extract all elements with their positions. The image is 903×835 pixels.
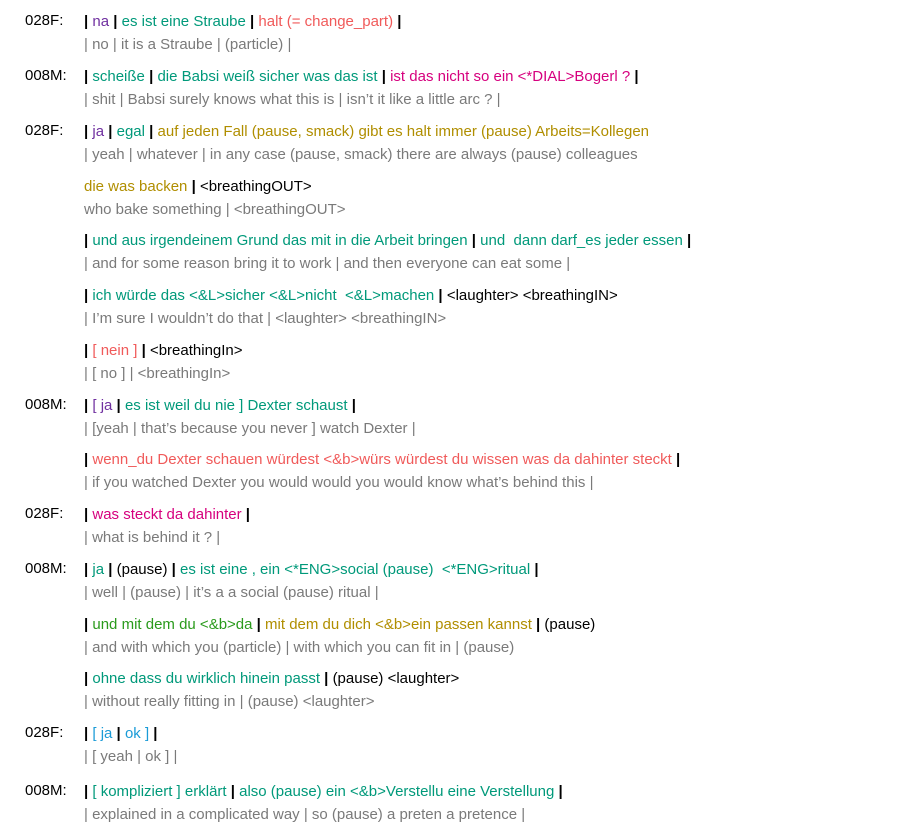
segment-separator: | bbox=[84, 725, 93, 742]
english-translation-line bbox=[84, 145, 638, 165]
german-segment: [ ja bbox=[92, 725, 113, 742]
segment-separator: | bbox=[144, 123, 158, 140]
german-segment: ist das nicht so ein <*DIAL>Bogerl ? bbox=[390, 68, 631, 85]
german-segment: es ist eine Straube bbox=[121, 13, 246, 30]
translation-segment: | [ yeah | ok ] | bbox=[84, 748, 178, 765]
english-translation-line bbox=[84, 473, 593, 493]
segment-separator: | bbox=[245, 13, 259, 30]
speaker-label: 028F: bbox=[25, 724, 64, 741]
segment-separator: | bbox=[84, 13, 93, 30]
translation-segment: | shit | Babsi surely knows what this is | isn’t it like a little arc ? | bbox=[84, 91, 501, 108]
german-line bbox=[84, 231, 691, 251]
segment-separator: | bbox=[320, 670, 333, 687]
english-translation-line bbox=[84, 254, 570, 274]
segment-separator: | bbox=[112, 397, 125, 414]
german-line bbox=[84, 286, 618, 306]
segment-separator: | bbox=[530, 561, 539, 578]
segment-separator: | bbox=[187, 178, 200, 195]
english-translation-line bbox=[84, 35, 291, 55]
german-segment: also (pause) ein <&b>Verstellu eine Verstellung bbox=[239, 783, 555, 800]
translation-segment: who bake something | <breathingOUT> bbox=[84, 201, 346, 218]
german-line bbox=[84, 341, 243, 361]
segment-separator: | bbox=[84, 287, 93, 304]
german-line bbox=[84, 782, 563, 802]
segment-separator: | bbox=[467, 232, 481, 249]
segment-separator: | bbox=[84, 397, 93, 414]
german-segment: wenn_du Dexter schauen würdest <&b>würs würdest du wissen was da dahinter steckt bbox=[92, 451, 672, 468]
segment-separator: | bbox=[554, 783, 563, 800]
segment-separator: | bbox=[84, 561, 93, 578]
german-segment: <breathingOUT> bbox=[199, 178, 312, 195]
german-segment: und mit dem du <&b>da bbox=[92, 616, 253, 633]
segment-separator: | bbox=[252, 616, 266, 633]
german-line bbox=[84, 177, 312, 197]
segment-separator: | bbox=[149, 725, 158, 742]
segment-separator: | bbox=[109, 13, 122, 30]
segment-separator: | bbox=[434, 287, 447, 304]
german-segment: ohne dass du wirklich hinein passt bbox=[92, 670, 321, 687]
german-line bbox=[84, 505, 250, 525]
german-line bbox=[84, 669, 459, 689]
german-line bbox=[84, 67, 639, 87]
english-translation-line bbox=[84, 364, 230, 384]
german-segment: und dann darf_es jeder essen bbox=[480, 232, 683, 249]
german-segment: mit dem du dich <&b>ein passen kannst bbox=[265, 616, 532, 633]
speaker-label: 008M: bbox=[25, 782, 67, 799]
segment-separator: | bbox=[104, 561, 117, 578]
speaker-label: 008M: bbox=[25, 560, 67, 577]
german-segment: auf jeden Fall (pause, smack) gibt es halt immer (pause) Arbeits=Kollegen bbox=[157, 123, 650, 140]
german-segment: (pause) <laughter> bbox=[332, 670, 460, 687]
speaker-label: 008M: bbox=[25, 396, 67, 413]
german-segment: und aus irgendeinem Grund das mit in die Arbeit bringen bbox=[92, 232, 468, 249]
segment-separator: | bbox=[84, 506, 93, 523]
german-line bbox=[84, 560, 539, 580]
german-line bbox=[84, 122, 649, 142]
german-segment: halt (= change_part) bbox=[258, 13, 394, 30]
german-segment: ok ] bbox=[124, 725, 150, 742]
segment-separator: | bbox=[167, 561, 181, 578]
translation-segment: | without really fitting in | (pause) <laughter> bbox=[84, 693, 375, 710]
german-segment: es ist eine , ein <*ENG>social (pause) <*ENG>ritual bbox=[180, 561, 531, 578]
segment-separator: | bbox=[84, 342, 93, 359]
german-segment: <breathingIn> bbox=[149, 342, 243, 359]
segment-separator: | bbox=[84, 616, 93, 633]
english-translation-line bbox=[84, 583, 379, 603]
english-translation-line bbox=[84, 309, 446, 329]
translation-segment: | I’m sure I wouldn’t do that | <laughter> <breathingIN> bbox=[84, 310, 447, 327]
segment-separator: | bbox=[682, 232, 692, 249]
segment-separator: | bbox=[144, 68, 158, 85]
german-segment: die was backen bbox=[84, 178, 188, 195]
segment-separator: | bbox=[84, 451, 93, 468]
segment-separator: | bbox=[84, 670, 93, 687]
english-translation-line bbox=[84, 805, 525, 825]
german-segment: [ kompliziert ] erklärt bbox=[92, 783, 227, 800]
segment-separator: | bbox=[84, 232, 93, 249]
english-translation-line bbox=[84, 90, 501, 110]
english-translation-line bbox=[84, 528, 220, 548]
translation-segment: | if you watched Dexter you would would you would know what’s behind this | bbox=[84, 474, 594, 491]
segment-separator: | bbox=[377, 68, 391, 85]
german-line bbox=[84, 396, 356, 416]
german-line bbox=[84, 12, 401, 32]
translation-segment: | and with which you (particle) | with which you can fit in | (pause) bbox=[84, 639, 515, 656]
translation-segment: | yeah | whatever | in any case (pause, smack) there are always (pause) colleagues bbox=[84, 146, 638, 163]
german-line bbox=[84, 615, 595, 635]
english-translation-line bbox=[84, 419, 416, 439]
speaker-label: 028F: bbox=[25, 505, 64, 522]
segment-separator: | bbox=[671, 451, 681, 468]
segment-separator: | bbox=[241, 506, 250, 523]
german-segment: egal bbox=[116, 123, 145, 140]
german-segment: ja bbox=[92, 561, 105, 578]
segment-separator: | bbox=[84, 783, 93, 800]
segment-separator: | bbox=[104, 123, 117, 140]
english-translation-line bbox=[84, 747, 177, 767]
english-translation-line bbox=[84, 692, 374, 712]
segment-separator: | bbox=[112, 725, 125, 742]
segment-separator: | bbox=[393, 13, 402, 30]
german-segment: ich würde das <&L>sicher <&L>nicht <&L>machen bbox=[92, 287, 435, 304]
german-line bbox=[84, 724, 158, 744]
speaker-label: 028F: bbox=[25, 122, 64, 139]
german-segment: es ist weil du nie ] Dexter schaust bbox=[124, 397, 348, 414]
german-segment: die Babsi weiß sicher was das ist bbox=[157, 68, 378, 85]
english-translation-line bbox=[84, 200, 346, 220]
segment-separator: | bbox=[84, 68, 93, 85]
german-line bbox=[84, 450, 680, 470]
german-segment: ja bbox=[92, 123, 105, 140]
german-segment: [ nein ] bbox=[92, 342, 138, 359]
translation-segment: | what is behind it ? | bbox=[84, 529, 221, 546]
german-segment: <laughter> <breathingIN> bbox=[446, 287, 618, 304]
german-segment: scheiße bbox=[92, 68, 145, 85]
translation-segment: | and for some reason bring it to work | and then everyone can eat some | bbox=[84, 255, 571, 272]
segment-separator: | bbox=[531, 616, 545, 633]
segment-separator: | bbox=[347, 397, 356, 414]
speaker-label: 008M: bbox=[25, 67, 67, 84]
translation-segment: | explained in a complicated way | so (pause) a preten a pretence | bbox=[84, 806, 526, 823]
german-segment: [ ja bbox=[92, 397, 113, 414]
speaker-label: 028F: bbox=[25, 12, 64, 29]
german-segment: was steckt da dahinter bbox=[92, 506, 242, 523]
english-translation-line bbox=[84, 638, 514, 658]
segment-separator: | bbox=[226, 783, 240, 800]
segment-separator: | bbox=[137, 342, 150, 359]
german-segment: na bbox=[92, 13, 110, 30]
translation-segment: | [yeah | that’s because you never ] watch Dexter | bbox=[84, 420, 416, 437]
german-segment: (pause) bbox=[544, 616, 596, 633]
translation-segment: | [ no ] | <breathingIn> bbox=[84, 365, 231, 382]
segment-separator: | bbox=[630, 68, 639, 85]
translation-segment: | well | (pause) | it’s a a social (pause) ritual | bbox=[84, 584, 379, 601]
german-segment: (pause) bbox=[116, 561, 168, 578]
translation-segment: | no | it is a Straube | (particle) | bbox=[84, 36, 292, 53]
segment-separator: | bbox=[84, 123, 93, 140]
